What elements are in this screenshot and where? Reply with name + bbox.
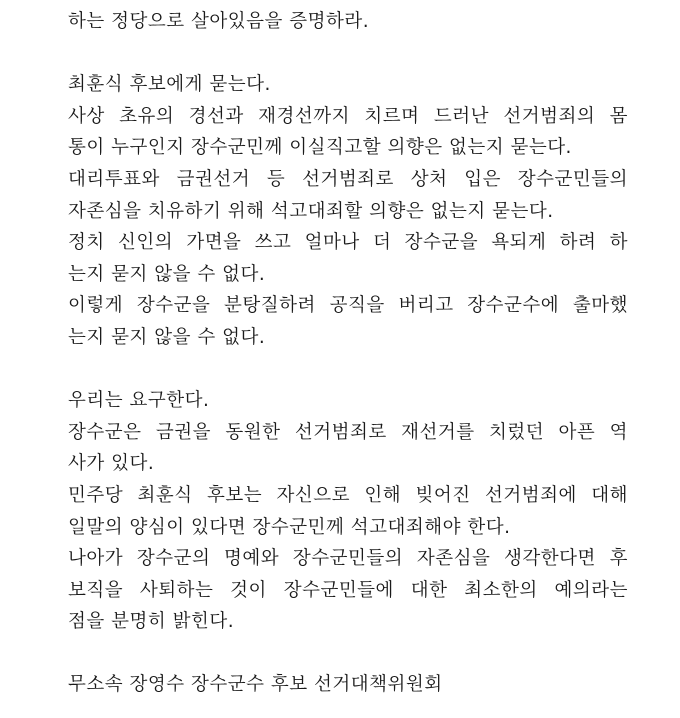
paragraph-line: 는지 묻지 않을 수 없다. bbox=[68, 326, 266, 348]
paragraph-line: 정치 신인의 가면을 쓰고 얼마나 더 장수군을 욕되게 하려 하 bbox=[68, 232, 628, 254]
paragraph-line: 사상 초유의 경선과 재경선까지 치르며 드러난 선거범죄의 몸 bbox=[68, 105, 628, 127]
demands-heading: 우리는 요구한다. bbox=[68, 390, 210, 412]
paragraph-line: 자존심을 치유하기 위해 석고대죄할 의향은 없는지 묻는다. bbox=[68, 200, 554, 222]
paragraph-line: 는지 묻지 않을 수 없다. bbox=[68, 263, 266, 285]
paragraph-line: 사가 있다. bbox=[68, 453, 155, 475]
blank-line bbox=[68, 354, 628, 386]
statement-document bbox=[68, 6, 628, 701]
signature: 무소속 장영수 장수군수 후보 선거대책위원회 bbox=[68, 674, 443, 696]
paragraph-line: 나아가 장수군의 명예와 장수군민들의 자존심을 생각한다면 후 bbox=[68, 548, 628, 570]
paragraph-line: 보직을 사퇴하는 것이 장수군민들에 대한 최소한의 예의라는 bbox=[68, 579, 628, 601]
paragraph-line: 장수군은 금권을 동원한 선거범죄로 재선거를 치렀던 아픈 역 bbox=[68, 421, 628, 443]
blank-line bbox=[68, 38, 628, 70]
paragraph-line: 민주당 최훈식 후보는 자신으로 인해 빚어진 선거범죄에 대해 bbox=[68, 484, 628, 506]
paragraph-line: 점을 분명히 밝힌다. bbox=[68, 611, 235, 633]
paragraph-line: 통이 누구인지 장수군민께 이실직고할 의향은 없는지 묻는다. bbox=[68, 137, 572, 159]
intro-line: 하는 정당으로 살아있음을 증명하라. bbox=[68, 11, 370, 32]
paragraph-line: 일말의 양심이 있다면 장수군민께 석고대죄해야 한다. bbox=[68, 516, 511, 538]
paragraph-line: 이렇게 장수군을 분탕질하려 공직을 버리고 장수군수에 출마했 bbox=[68, 295, 628, 317]
blank-line bbox=[68, 638, 628, 670]
paragraph-line: 대리투표와 금권선거 등 선거범죄로 상처 입은 장수군민들의 bbox=[68, 168, 628, 190]
questions-heading: 최훈식 후보에게 묻는다. bbox=[68, 74, 271, 96]
